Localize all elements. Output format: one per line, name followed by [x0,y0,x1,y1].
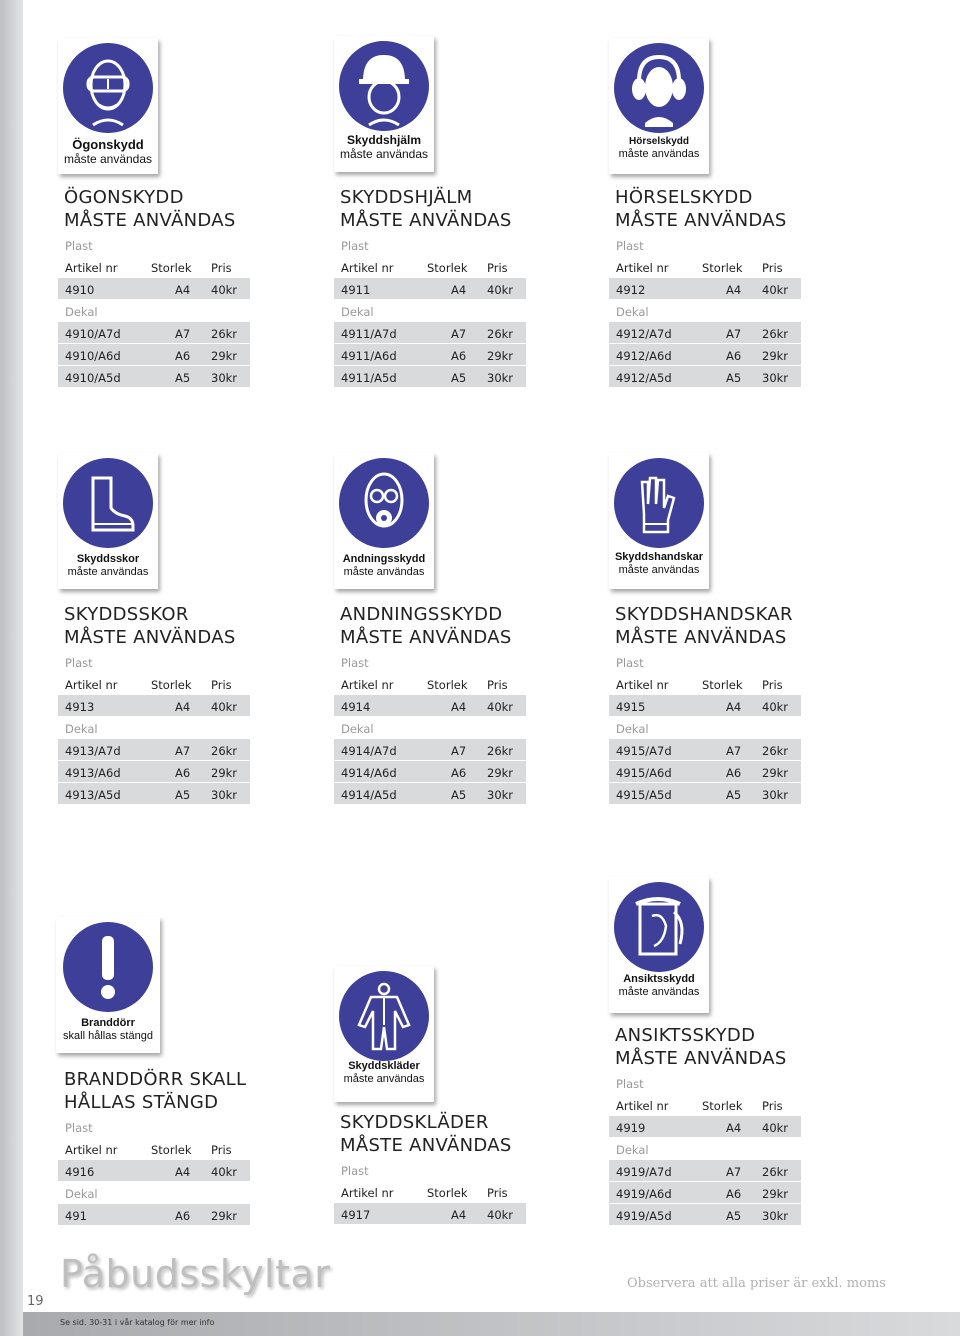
product-title [340,603,512,649]
table-row [58,739,250,761]
table-row [58,278,250,300]
price-value: 26kr [762,744,789,758]
table-row [609,739,801,761]
col-header-price: Pris [762,1099,783,1113]
sign-caption [334,134,434,162]
dekal-label: Dekal [341,305,374,319]
price-value: 26kr [211,327,238,341]
sign-caption [334,553,434,578]
product-title [64,186,236,232]
col-header-article: Artikel nr [616,1099,669,1113]
col-header-article: Artikel nr [341,1186,394,1200]
sign-circle [339,971,429,1061]
article-number: 4915 [616,700,646,714]
sign-circle [339,41,429,131]
product-title-line1: BRANDDÖRR SKALL [64,1069,247,1090]
table-section-plast [334,234,526,256]
article-number: 4914 [341,700,371,714]
product-title [64,1068,246,1114]
size-value: A4 [451,1208,467,1222]
price-value: 30kr [762,1209,789,1223]
table-section-plast [58,651,250,673]
plast-label: Plast [616,239,644,253]
col-header-article: Artikel nr [65,678,118,692]
article-number: 4912/A5d [616,371,672,385]
size-value: A7 [175,327,191,341]
price-value: 40kr [487,283,514,297]
table-section-dekal [58,1182,250,1204]
size-value: A6 [726,1187,742,1201]
product-title [615,1024,787,1070]
article-number: 4914/A7d [341,744,397,758]
table-row [609,783,801,805]
size-value: A4 [175,1165,191,1179]
size-value: A5 [175,788,191,802]
table-row [334,739,526,761]
sign-circle [339,458,429,548]
price-table [58,651,250,805]
price-value: 40kr [487,1208,514,1222]
table-row [609,278,801,300]
sign-caption-title: Skyddshjälm [346,133,422,147]
col-header-size: Storlek [427,261,468,275]
col-header-price: Pris [211,1143,232,1157]
product-title-line1: ÖGONSKYDD [64,187,184,208]
sign-caption-title: Skyddsskor [76,553,140,565]
price-value: 30kr [762,788,789,802]
article-number: 4913 [65,700,95,714]
table-row [334,1203,526,1225]
table-section-dekal [609,300,801,322]
sign-card [334,453,434,589]
price-value: 40kr [762,1121,789,1135]
table-header-row [609,256,801,278]
product-title-line2: MÅSTE ANVÄNDAS [615,627,787,648]
size-value: A6 [451,349,467,363]
table-row [58,322,250,344]
sign-caption-subtitle: måste användas [343,1072,425,1085]
article-number: 491 [65,1209,87,1223]
goggles-icon [63,43,153,133]
col-header-size: Storlek [702,1099,743,1113]
sign-caption-subtitle: skall hållas stängd [63,1029,153,1042]
table-section-dekal [609,717,801,739]
product-title-line2: MÅSTE ANVÄNDAS [615,210,787,231]
table-row [609,695,801,717]
price-value: 29kr [211,1209,238,1223]
table-row [334,344,526,366]
price-value: 30kr [762,371,789,385]
table-section-dekal [334,717,526,739]
gas-mask-icon [339,458,429,548]
product-title-line1: SKYDDSHANDSKAR [615,604,793,625]
sign-caption [58,553,158,578]
col-header-article: Artikel nr [65,1143,118,1157]
size-value: A6 [175,766,191,780]
exclamation-icon [63,922,153,1012]
col-header-price: Pris [762,261,783,275]
product-title [615,186,787,232]
price-value: 40kr [211,1165,238,1179]
table-row [58,1160,250,1182]
price-value: 40kr [762,283,789,297]
size-value: A5 [451,371,467,385]
plast-label: Plast [65,1121,93,1135]
article-number: 4915/A6d [616,766,672,780]
product-title-line1: SKYDDSSKOR [64,604,189,625]
sign-caption [609,136,709,160]
size-value: A7 [726,1165,742,1179]
size-value: A5 [726,1209,742,1223]
col-header-size: Storlek [151,678,192,692]
dekal-label: Dekal [616,1143,649,1157]
table-header-row [334,1181,526,1203]
table-header-row [609,1094,801,1116]
product-title-line2: MÅSTE ANVÄNDAS [64,627,236,648]
price-value: 30kr [487,788,514,802]
price-value: 26kr [762,1165,789,1179]
table-row [609,322,801,344]
article-number: 4911/A6d [341,349,397,363]
table-section-dekal [609,1138,801,1160]
col-header-size: Storlek [427,678,468,692]
size-value: A4 [175,700,191,714]
product-title-line2: HÅLLAS STÄNGD [64,1092,219,1113]
sign-caption [334,1060,434,1085]
sign-circle [63,43,153,133]
table-row [334,322,526,344]
article-number: 4919/A5d [616,1209,672,1223]
article-number: 4915/A7d [616,744,672,758]
article-number: 4912 [616,283,646,297]
size-value: A5 [175,371,191,385]
table-row [609,366,801,388]
table-row [58,695,250,717]
product-title-line1: HÖRSELSKYDD [615,187,753,208]
price-value: 29kr [762,349,789,363]
safety-boot-icon [63,458,153,548]
col-header-price: Pris [211,261,232,275]
price-value: 26kr [487,327,514,341]
col-header-size: Storlek [702,261,743,275]
plast-label: Plast [616,1077,644,1091]
sign-card [56,917,160,1053]
col-header-price: Pris [487,1186,508,1200]
table-section-dekal [58,300,250,322]
price-value: 26kr [762,327,789,341]
dekal-label: Dekal [341,722,374,736]
sign-caption [56,1017,160,1042]
article-number: 4915/A5d [616,788,672,802]
table-header-row [58,673,250,695]
article-number: 4911 [341,283,371,297]
table-header-row [58,1138,250,1160]
price-table [609,234,801,388]
table-section-dekal [334,300,526,322]
product-title-line1: ANSIKTSSKYDD [615,1025,756,1046]
dekal-label: Dekal [616,722,649,736]
sign-caption-title: Ansiktsskydd [623,973,695,985]
table-row [609,761,801,783]
size-value: A7 [726,327,742,341]
table-section-plast [609,234,801,256]
dekal-label: Dekal [616,305,649,319]
size-value: A4 [726,1121,742,1135]
table-section-plast [58,234,250,256]
price-value: 30kr [211,788,238,802]
sign-card [334,966,434,1102]
table-header-row [334,673,526,695]
sign-caption-subtitle: måste användas [618,985,700,998]
sign-card [58,38,158,174]
table-row [334,761,526,783]
table-row [58,783,250,805]
sign-circle [614,882,704,972]
size-value: A4 [451,283,467,297]
table-header-row [58,256,250,278]
price-value: 40kr [211,700,238,714]
article-number: 4912/A7d [616,327,672,341]
helmet-icon [339,41,429,131]
table-section-plast [609,651,801,673]
price-value: 29kr [211,766,238,780]
table-row [609,1204,801,1226]
table-row [334,366,526,388]
article-number: 4910/A5d [65,371,121,385]
size-value: A6 [175,349,191,363]
footer-reference: Se sid. 30-31 i vår katalog för mer info [60,1318,215,1327]
plast-label: Plast [65,239,93,253]
table-row [58,1204,250,1226]
price-table [609,651,801,805]
size-value: A6 [451,766,467,780]
article-number: 4917 [341,1208,371,1222]
table-header-row [609,673,801,695]
sign-caption-subtitle: måste användas [618,147,700,160]
sign-card [58,453,158,589]
size-value: A7 [175,744,191,758]
sign-caption [58,138,158,167]
product-title-line2: MÅSTE ANVÄNDAS [340,627,512,648]
table-row [58,344,250,366]
article-number: 4912/A6d [616,349,672,363]
table-section-plast [609,1072,801,1094]
plast-label: Plast [616,656,644,670]
price-value: 29kr [487,766,514,780]
sign-caption-title: Ögonskydd [72,137,144,152]
price-value: 26kr [211,744,238,758]
price-value: 29kr [762,766,789,780]
article-number: 4911/A5d [341,371,397,385]
product-title [64,603,236,649]
price-value: 40kr [487,700,514,714]
sign-card [609,453,709,589]
col-header-price: Pris [211,678,232,692]
sign-caption-subtitle: måste användas [339,146,429,161]
price-table [334,1159,526,1225]
article-number: 4910/A6d [65,349,121,363]
coverall-icon [339,971,429,1061]
table-row [334,783,526,805]
price-value: 29kr [211,349,238,363]
col-header-price: Pris [487,261,508,275]
plast-label: Plast [341,239,369,253]
price-value: 26kr [487,744,514,758]
plast-label: Plast [341,656,369,670]
sign-caption-subtitle: måste användas [67,565,149,578]
product-title-line2: MÅSTE ANVÄNDAS [340,210,512,231]
product-title [340,1111,512,1157]
ear-protection-icon [614,43,704,133]
article-number: 4919/A7d [616,1165,672,1179]
product-title [615,603,793,649]
product-title-line1: SKYDDSKLÄDER [340,1112,489,1133]
table-row [334,695,526,717]
sign-circle [614,43,704,133]
left-margin-band [0,0,23,1336]
table-section-dekal [58,717,250,739]
sign-caption [609,551,709,576]
price-value: 30kr [211,371,238,385]
col-header-article: Artikel nr [341,678,394,692]
size-value: A4 [726,700,742,714]
col-header-price: Pris [762,678,783,692]
col-header-size: Storlek [151,1143,192,1157]
table-row [58,366,250,388]
sign-caption-subtitle: måste användas [343,565,425,578]
sign-circle [614,458,704,548]
col-header-article: Artikel nr [616,678,669,692]
size-value: A6 [726,766,742,780]
sign-caption-title: Andningsskydd [342,553,426,565]
size-value: A5 [726,371,742,385]
plast-label: Plast [65,656,93,670]
dekal-label: Dekal [65,1187,98,1201]
article-number: 4916 [65,1165,95,1179]
size-value: A7 [726,744,742,758]
product-title-line2: MÅSTE ANVÄNDAS [615,1048,787,1069]
section-title: Påbudsskyltar [60,1252,331,1296]
size-value: A7 [451,744,467,758]
product-title-line2: MÅSTE ANVÄNDAS [64,210,236,231]
size-value: A4 [451,700,467,714]
size-value: A6 [726,349,742,363]
sign-caption-title: Skyddskläder [348,1060,420,1072]
sign-circle [63,458,153,548]
product-title [340,186,512,232]
sign-caption [609,973,709,998]
table-row [609,344,801,366]
article-number: 4913/A6d [65,766,121,780]
article-number: 4919 [616,1121,646,1135]
col-header-size: Storlek [702,678,743,692]
page-number: 19 [27,1294,44,1309]
dekal-label: Dekal [65,722,98,736]
price-table [334,651,526,805]
price-value: 40kr [211,283,238,297]
article-number: 4913/A5d [65,788,121,802]
sign-caption-title: Skyddshandskar [614,551,704,563]
article-number: 4914/A6d [341,766,397,780]
product-title-line2: MÅSTE ANVÄNDAS [340,1135,512,1156]
product-title-line1: SKYDDSHJÄLM [340,187,473,208]
col-header-article: Artikel nr [341,261,394,275]
article-number: 4914/A5d [341,788,397,802]
price-value: 29kr [487,349,514,363]
col-header-price: Pris [487,678,508,692]
article-number: 4913/A7d [65,744,121,758]
price-table [58,234,250,388]
size-value: A6 [175,1209,191,1223]
gloves-icon [614,458,704,548]
table-header-row [334,256,526,278]
size-value: A5 [726,788,742,802]
face-shield-icon [614,882,704,972]
col-header-article: Artikel nr [616,261,669,275]
size-value: A7 [451,327,467,341]
table-section-plast [334,651,526,673]
price-table [609,1072,801,1226]
dekal-label: Dekal [65,305,98,319]
sign-caption-title: Branddörr [81,1017,135,1029]
price-value: 30kr [487,371,514,385]
size-value: A5 [451,788,467,802]
product-title-line1: ANDNINGSSKYDD [340,604,503,625]
table-row [609,1182,801,1204]
size-value: A4 [175,283,191,297]
article-number: 4919/A6d [616,1187,672,1201]
sign-caption-title: Hörselskydd [628,136,690,147]
table-row [609,1160,801,1182]
plast-label: Plast [341,1164,369,1178]
sign-circle [63,922,153,1012]
sign-card [609,877,709,1013]
col-header-size: Storlek [151,261,192,275]
price-value: 40kr [762,700,789,714]
price-value: 29kr [762,1187,789,1201]
article-number: 4910 [65,283,95,297]
price-table [334,234,526,388]
col-header-article: Artikel nr [65,261,118,275]
table-row [609,1116,801,1138]
col-header-size: Storlek [427,1186,468,1200]
price-note: Observera att alla priser är exkl. moms [627,1276,886,1291]
table-section-plast [334,1159,526,1181]
price-table [58,1116,250,1226]
sign-caption-subtitle: måste användas [618,563,700,576]
article-number: 4911/A7d [341,327,397,341]
sign-card [334,36,434,172]
size-value: A4 [726,283,742,297]
table-row [334,278,526,300]
table-section-plast [58,1116,250,1138]
table-row [58,761,250,783]
sign-caption-subtitle: måste användas [63,151,153,166]
article-number: 4910/A7d [65,327,121,341]
sign-card [609,38,709,174]
